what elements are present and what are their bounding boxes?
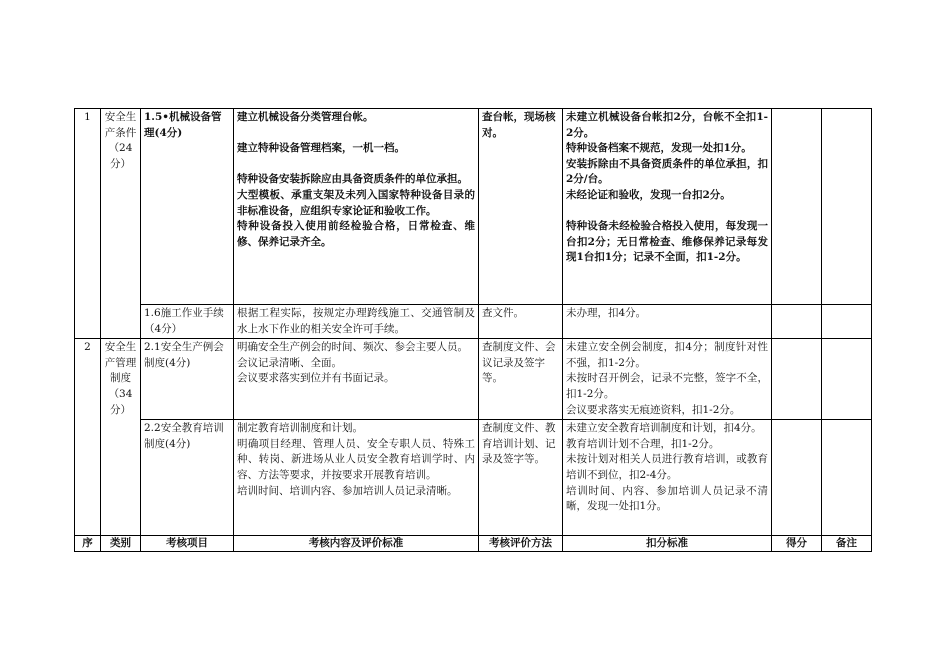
table-row <box>75 420 872 536</box>
deduction-line: 未按时召开例会，记录不完整，签字不全，扣1-2分。 <box>566 372 768 400</box>
content-line: 制定教育培训制度和计划。 <box>237 422 363 435</box>
table-header-row <box>75 536 872 552</box>
content-cell <box>234 339 479 420</box>
deduction-cell <box>563 420 772 536</box>
deduction-line: 会议要求落实无痕迹资料，扣1-2分。 <box>566 403 741 416</box>
deduction-line: 未按计划对相关人员进行教育培训，或教育培训不到位，扣2-4分。 <box>566 453 768 481</box>
item-cell: 1.5•机械设备管理(4分) <box>141 109 234 305</box>
header-score: 得分 <box>772 536 822 552</box>
item-cell: 1.6施工作业手续（4分） <box>141 305 234 339</box>
header-deduction: 扣分标准 <box>563 536 772 552</box>
content-cell <box>234 305 479 339</box>
header-category: 类别 <box>101 536 141 552</box>
deduction-line: 安装拆除由不具备资质条件的单位承担，扣2分/台。 <box>566 157 768 186</box>
method-cell: 查制度文件、教育培训计划、记录及签字等。 <box>479 420 563 536</box>
score-cell[interactable] <box>772 305 822 339</box>
method-cell: 查文件。 <box>479 305 563 339</box>
deduction-line: 未建立安全教育培训制度和计划，扣4分。 <box>566 422 762 435</box>
table-row <box>75 339 872 420</box>
category-cell: 安全生产条件（24分） <box>101 109 141 339</box>
content-line: 根据工程实际，按规定办理跨线施工、交通管制及水上水下作业的相关安全许可手续。 <box>237 307 475 335</box>
score-cell[interactable] <box>772 109 822 305</box>
deduction-line: 特种设备未经检验合格投入使用，每发现一台扣2分；无日常检查、维修保养记录每发现1台扣1分；记录不全面，扣1-2分。 <box>566 220 768 264</box>
content-line: 明确项目经理、管理人员、安全专职人员、特殊工种、转岗、新进场从业人员安全教育培训学时、内容、方法等要求，并按要求开展教育培训。 <box>237 437 475 481</box>
deduction-line: 教育培训计划不合理，扣1-2分。 <box>566 437 720 450</box>
deduction-line: 未建立机械设备台帐扣2分，台帐不全扣1-2分。 <box>566 111 768 139</box>
score-cell[interactable] <box>772 339 822 420</box>
score-cell[interactable] <box>772 420 822 536</box>
content-line: 明确安全生产例会的时间、频次、参会主要人员。 <box>237 341 468 354</box>
content-cell <box>234 420 479 536</box>
assessment-table <box>74 108 872 552</box>
content-line: 建立机械设备分类管理台帐。 <box>237 111 374 123</box>
content-line: 建立特种设备管理档案，一机一档。 <box>237 142 405 155</box>
deduction-cell <box>563 305 772 339</box>
header-item: 考核项目 <box>141 536 234 552</box>
remarks-cell[interactable] <box>822 420 872 536</box>
deduction-cell <box>563 109 772 305</box>
method-cell: 查台帐，现场核对。 <box>479 109 563 305</box>
deduction-line: 未建立安全例会制度，扣4分；制度针对性不强，扣1-2分。 <box>566 341 768 369</box>
content-cell <box>234 109 479 305</box>
header-seq: 序 <box>75 536 101 552</box>
deduction-cell <box>563 339 772 420</box>
header-method: 考核评价方法 <box>479 536 563 552</box>
table-row <box>75 305 872 339</box>
remarks-cell[interactable] <box>822 305 872 339</box>
deduction-line: 特种设备档案不规范，发现一处扣1分。 <box>566 142 752 155</box>
seq-cell: 2 <box>75 339 101 536</box>
deduction-line: 培训时间、内容、参加培训人员记录不清晰，发现一处扣1分。 <box>566 484 768 513</box>
content-line: 大型模板、承重支架及未列入国家特种设备目录的非标准设备，应组织专家论证和验收工作。 <box>237 188 475 217</box>
content-line: 会议要求落实到位并有书面记录。 <box>237 372 395 385</box>
header-content: 考核内容及评价标准 <box>234 536 479 552</box>
seq-cell: 1 <box>75 109 101 339</box>
blank-line <box>237 126 475 142</box>
category-cell: 安全生产管理制度（34分） <box>101 339 141 536</box>
content-line: 会议记录清晰、全面。 <box>237 356 342 369</box>
remarks-cell[interactable] <box>822 339 872 420</box>
remarks-cell[interactable] <box>822 109 872 305</box>
content-line: 培训时间、培训内容、参加培训人员记录清晰。 <box>237 484 458 497</box>
item-cell: 2.1安全生产例会制度(4分) <box>141 339 234 420</box>
deduction-line: 未经论证和验收，发现一台扣2分。 <box>566 188 731 201</box>
header-remarks: 备注 <box>822 536 872 552</box>
blank-line <box>237 157 475 173</box>
item-cell: 2.2安全教育培训制度(4分) <box>141 420 234 536</box>
deduction-line: 未办理，扣4分。 <box>566 307 647 319</box>
content-line: 特种设备投入使用前经检验合格，日常检查、维修、保养记录齐全。 <box>237 220 475 248</box>
blank-line <box>566 204 768 220</box>
method-cell: 查制度文件、会议记录及签字等。 <box>479 339 563 420</box>
table-row <box>75 109 872 305</box>
content-line: 特种设备安装拆除应由具备资质条件的单位承担。 <box>237 173 468 186</box>
